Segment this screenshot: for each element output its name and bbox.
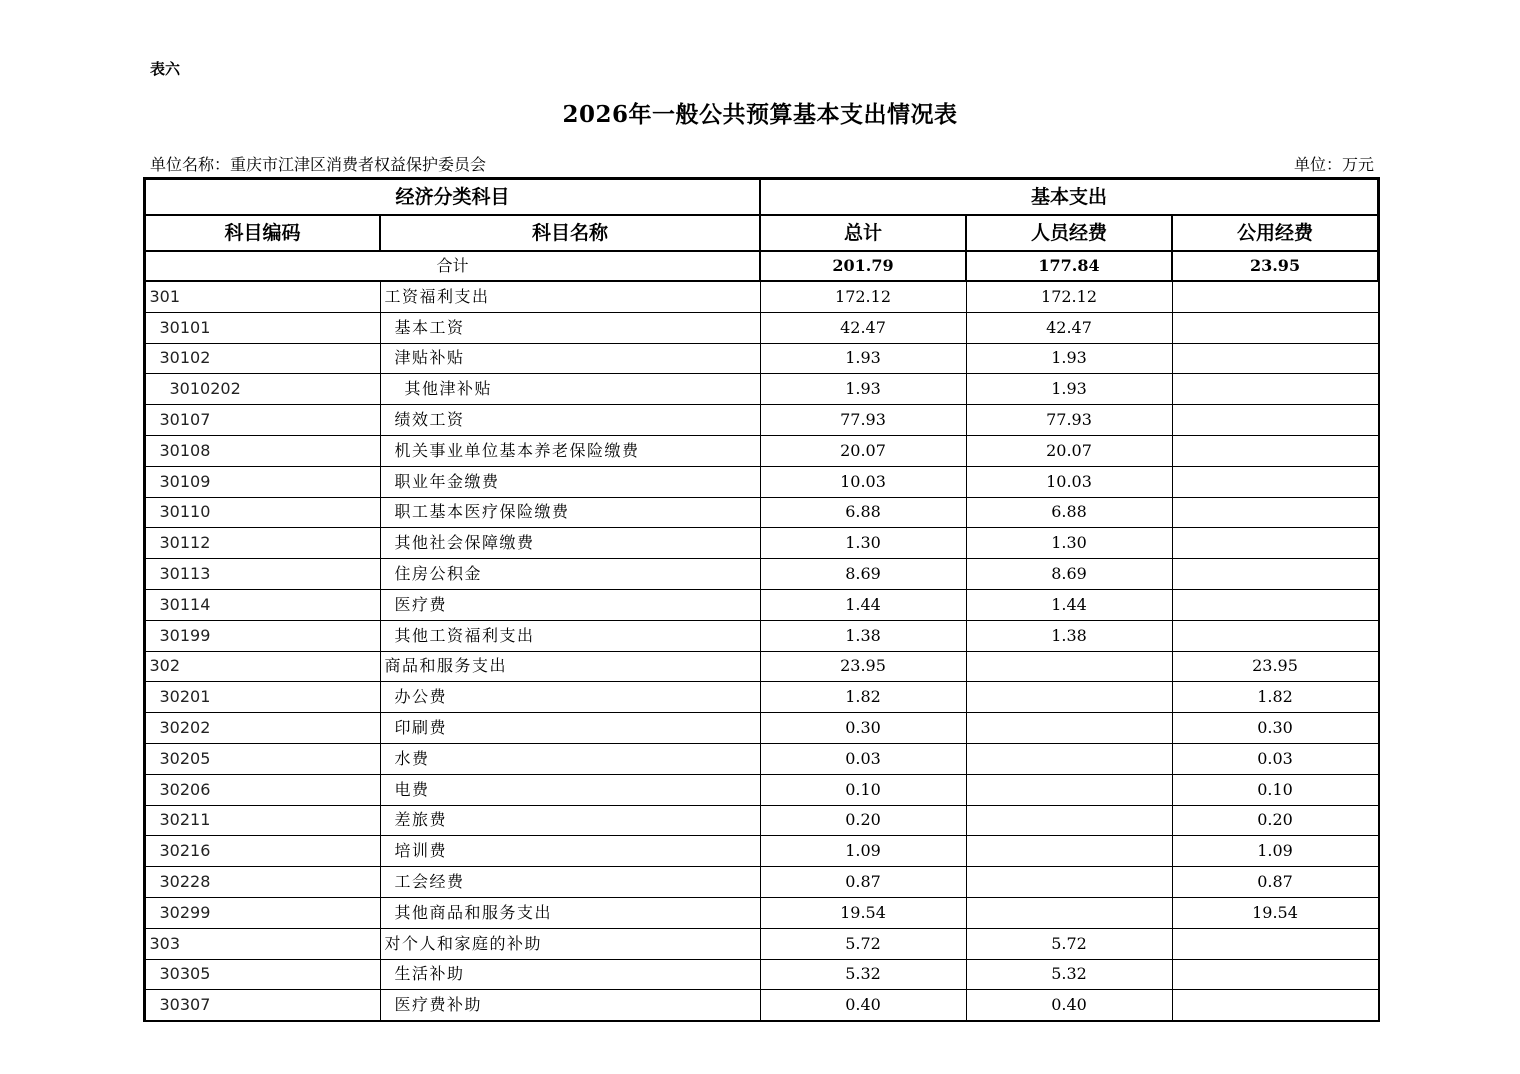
total-cell: 0.20 — [760, 805, 966, 836]
public-cell: 1.82 — [1172, 682, 1378, 713]
table-row — [145, 374, 1378, 405]
public-cell — [1172, 928, 1378, 959]
subject-code-cell: 3010202 — [145, 374, 380, 405]
header-economic-classification: 经济分类科目 — [145, 179, 760, 215]
total-cell: 0.40 — [760, 990, 966, 1021]
subject-name-cell: 印刷费 — [380, 713, 760, 744]
subject-name-cell: 其他社会保障缴费 — [380, 528, 760, 559]
table-label: 表六 — [150, 60, 181, 78]
total-cell: 1.38 — [760, 620, 966, 651]
subject-name-cell: 津贴补贴 — [380, 343, 760, 374]
table-row — [145, 281, 1378, 312]
public-cell — [1172, 528, 1378, 559]
table-row — [145, 959, 1378, 990]
personnel-cell — [966, 743, 1172, 774]
subject-code-cell: 30206 — [145, 774, 380, 805]
table-row — [145, 343, 1378, 374]
header-subject-name: 科目名称 — [380, 215, 760, 251]
total-cell: 5.72 — [760, 928, 966, 959]
subject-name-cell: 绩效工资 — [380, 405, 760, 436]
table-row — [145, 528, 1378, 559]
total-row — [145, 251, 1378, 281]
personnel-cell: 42.47 — [966, 312, 1172, 343]
table-row — [145, 836, 1378, 867]
public-cell — [1172, 497, 1378, 528]
subject-name-cell: 工资福利支出 — [380, 281, 760, 312]
subject-code-cell: 30114 — [145, 589, 380, 620]
total-cell: 19.54 — [760, 897, 966, 928]
public-cell — [1172, 312, 1378, 343]
total-cell: 1.93 — [760, 343, 966, 374]
personnel-cell — [966, 897, 1172, 928]
table-row — [145, 497, 1378, 528]
personnel-cell: 10.03 — [966, 466, 1172, 497]
public-cell — [1172, 374, 1378, 405]
total-cell: 0.87 — [760, 867, 966, 898]
total-cell: 6.88 — [760, 497, 966, 528]
personnel-cell: 1.44 — [966, 589, 1172, 620]
table-row — [145, 466, 1378, 497]
subject-name-cell: 差旅费 — [380, 805, 760, 836]
personnel-cell — [966, 713, 1172, 744]
public-cell — [1172, 281, 1378, 312]
public-cell: 19.54 — [1172, 897, 1378, 928]
personnel-cell: 5.32 — [966, 959, 1172, 990]
subject-name-cell: 职业年金缴费 — [380, 466, 760, 497]
table-row — [145, 743, 1378, 774]
subject-code-cell: 30113 — [145, 559, 380, 590]
public-cell — [1172, 435, 1378, 466]
subject-code-cell: 30201 — [145, 682, 380, 713]
personnel-cell — [966, 651, 1172, 682]
table-row — [145, 312, 1378, 343]
subject-code-cell: 30102 — [145, 343, 380, 374]
subject-name-cell: 机关事业单位基本养老保险缴费 — [380, 435, 760, 466]
table-row — [145, 651, 1378, 682]
table-row — [145, 805, 1378, 836]
personnel-cell — [966, 867, 1172, 898]
public-cell — [1172, 620, 1378, 651]
subject-code-cell: 301 — [145, 281, 380, 312]
subject-code-cell: 30108 — [145, 435, 380, 466]
public-cell — [1172, 589, 1378, 620]
personnel-cell — [966, 836, 1172, 867]
personnel-cell: 5.72 — [966, 928, 1172, 959]
subject-code-cell: 30205 — [145, 743, 380, 774]
header-group-row — [145, 179, 1378, 215]
subject-code-cell: 30101 — [145, 312, 380, 343]
personnel-cell: 8.69 — [966, 559, 1172, 590]
public-cell: 1.09 — [1172, 836, 1378, 867]
total-cell: 10.03 — [760, 466, 966, 497]
header-basic-expenditure: 基本支出 — [760, 179, 1378, 215]
subject-code-cell: 30107 — [145, 405, 380, 436]
total-cell: 1.09 — [760, 836, 966, 867]
personnel-cell — [966, 682, 1172, 713]
subject-code-cell: 30305 — [145, 959, 380, 990]
personnel-cell: 1.93 — [966, 374, 1172, 405]
total-cell: 1.30 — [760, 528, 966, 559]
public-cell — [1172, 559, 1378, 590]
subject-name-cell: 生活补助 — [380, 959, 760, 990]
total-cell: 8.69 — [760, 559, 966, 590]
total-cell: 0.10 — [760, 774, 966, 805]
total-cell: 1.93 — [760, 374, 966, 405]
subject-code-cell: 30299 — [145, 897, 380, 928]
personnel-cell: 20.07 — [966, 435, 1172, 466]
budget-table — [144, 178, 1379, 1021]
personnel-cell: 1.93 — [966, 343, 1172, 374]
total-sum: 201.79 — [760, 251, 966, 281]
table-row — [145, 435, 1378, 466]
subject-name-cell: 其他工资福利支出 — [380, 620, 760, 651]
subject-code-cell: 30202 — [145, 713, 380, 744]
total-cell: 1.82 — [760, 682, 966, 713]
total-cell: 5.32 — [760, 959, 966, 990]
public-cell — [1172, 343, 1378, 374]
subject-code-cell: 30228 — [145, 867, 380, 898]
personnel-cell: 172.12 — [966, 281, 1172, 312]
subject-name-cell: 工会经费 — [380, 867, 760, 898]
total-cell: 0.03 — [760, 743, 966, 774]
public-cell: 0.03 — [1172, 743, 1378, 774]
page-title: 2026年一般公共预算基本支出情况表 — [562, 101, 958, 128]
personnel-cell — [966, 774, 1172, 805]
total-label: 合计 — [145, 251, 760, 281]
personnel-cell: 0.40 — [966, 990, 1172, 1021]
personnel-cell: 1.30 — [966, 528, 1172, 559]
subject-name-cell: 培训费 — [380, 836, 760, 867]
subject-name-cell: 基本工资 — [380, 312, 760, 343]
subject-code-cell: 30307 — [145, 990, 380, 1021]
table-row — [145, 774, 1378, 805]
subject-code-cell: 302 — [145, 651, 380, 682]
public-cell — [1172, 990, 1378, 1021]
total-cell: 1.44 — [760, 589, 966, 620]
personnel-cell — [966, 805, 1172, 836]
table-row — [145, 620, 1378, 651]
public-cell — [1172, 466, 1378, 497]
personnel-cell: 1.38 — [966, 620, 1172, 651]
public-cell — [1172, 959, 1378, 990]
subject-code-cell: 30110 — [145, 497, 380, 528]
total-cell: 42.47 — [760, 312, 966, 343]
subject-code-cell: 30109 — [145, 466, 380, 497]
subject-code-cell: 30112 — [145, 528, 380, 559]
header-public-expense: 公用经费 — [1172, 215, 1378, 251]
subject-name-cell: 医疗费 — [380, 589, 760, 620]
subject-code-cell: 30216 — [145, 836, 380, 867]
subject-code-cell: 30199 — [145, 620, 380, 651]
table-row — [145, 405, 1378, 436]
header-subject-code: 科目编码 — [145, 215, 380, 251]
header-total: 总计 — [760, 215, 966, 251]
subject-name-cell: 办公费 — [380, 682, 760, 713]
public-cell: 23.95 — [1172, 651, 1378, 682]
subject-name-cell: 对个人和家庭的补助 — [380, 928, 760, 959]
public-cell: 0.87 — [1172, 867, 1378, 898]
unit-label: 单位：万元 — [1293, 155, 1374, 174]
table-row — [145, 682, 1378, 713]
total-cell: 77.93 — [760, 405, 966, 436]
total-personnel: 177.84 — [966, 251, 1172, 281]
header-column-row — [145, 215, 1378, 251]
subject-name-cell: 电费 — [380, 774, 760, 805]
table-row — [145, 990, 1378, 1021]
table-row — [145, 928, 1378, 959]
subject-name-cell: 职工基本医疗保险缴费 — [380, 497, 760, 528]
unit-name: 单位名称：重庆市江津区消费者权益保护委员会 — [150, 155, 487, 174]
public-cell: 0.30 — [1172, 713, 1378, 744]
header-personnel-expense: 人员经费 — [966, 215, 1172, 251]
total-cell: 23.95 — [760, 651, 966, 682]
table-row — [145, 713, 1378, 744]
subject-name-cell: 住房公积金 — [380, 559, 760, 590]
total-cell: 172.12 — [760, 281, 966, 312]
personnel-cell: 6.88 — [966, 497, 1172, 528]
personnel-cell: 77.93 — [966, 405, 1172, 436]
table-row — [145, 589, 1378, 620]
table-row — [145, 867, 1378, 898]
public-cell — [1172, 405, 1378, 436]
subject-name-cell: 其他津补贴 — [380, 374, 760, 405]
subject-name-cell: 商品和服务支出 — [380, 651, 760, 682]
subject-name-cell: 水费 — [380, 743, 760, 774]
table-row — [145, 559, 1378, 590]
public-cell: 0.20 — [1172, 805, 1378, 836]
subject-name-cell: 医疗费补助 — [380, 990, 760, 1021]
total-cell: 0.30 — [760, 713, 966, 744]
total-public: 23.95 — [1172, 251, 1378, 281]
subject-code-cell: 303 — [145, 928, 380, 959]
subject-name-cell: 其他商品和服务支出 — [380, 897, 760, 928]
table-row — [145, 897, 1378, 928]
public-cell: 0.10 — [1172, 774, 1378, 805]
total-cell: 20.07 — [760, 435, 966, 466]
subject-code-cell: 30211 — [145, 805, 380, 836]
